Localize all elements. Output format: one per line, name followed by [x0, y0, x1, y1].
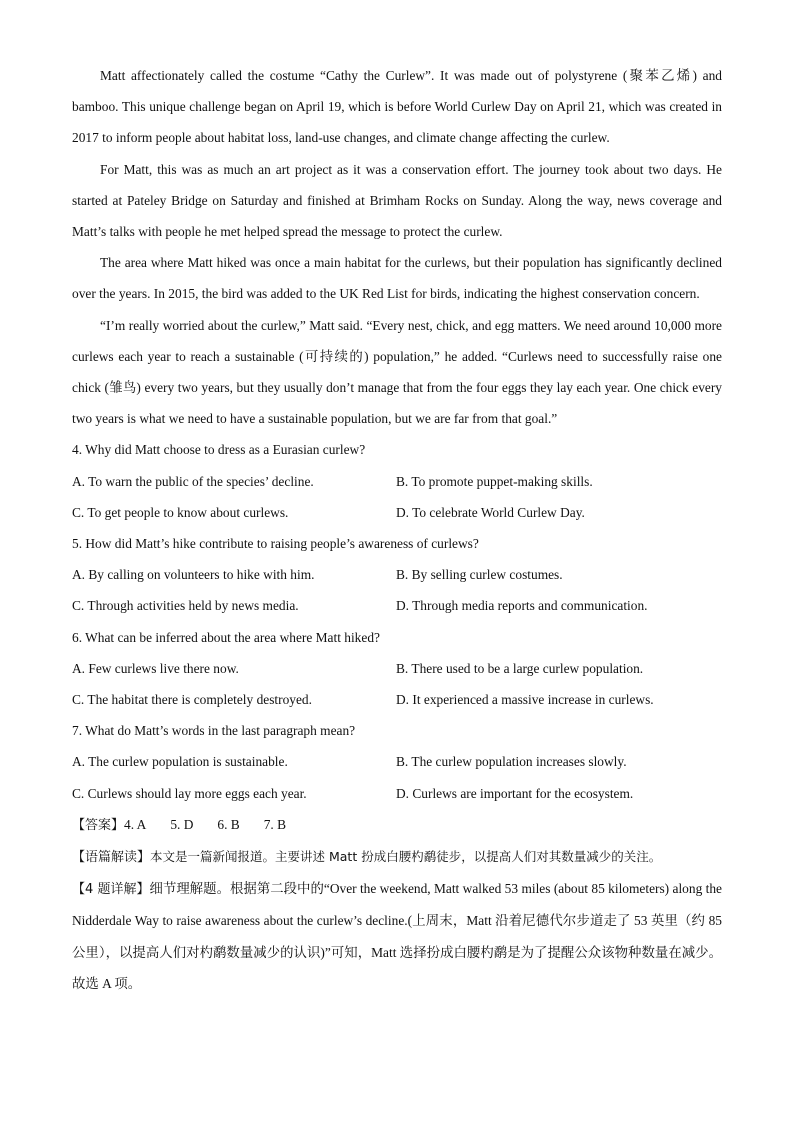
option-row — [72, 746, 722, 777]
option-row — [72, 466, 722, 497]
option-d: D. Curlews are important for the ecosystem. — [396, 785, 634, 801]
interpretation-text: 本文是一篇新闻报道。主要讲述 Matt 扮成白腰杓鹬徒步，以提高人们对其数量减少的关注。 — [150, 849, 662, 865]
option-c: C. Curlews should lay more eggs each year. — [72, 785, 307, 801]
option-row — [72, 497, 722, 528]
option-c: C. Through activities held by news media. — [72, 598, 299, 614]
option-d: D. To celebrate World Curlew Day. — [396, 504, 585, 520]
explanation-tag: 【4 题详解】 — [72, 882, 150, 898]
option-d: D. Through media reports and communication. — [396, 598, 648, 614]
answer-item: 7. B — [263, 816, 287, 832]
answer-tag: 【答案】 — [72, 817, 125, 833]
passage-paragraph: The area where Matt hiked was once a main habitat for the curlews, but their population has significantly declined over the years. In 2015, the bird was added to the UK Red List for birds, indicating the highest conservation concern. — [72, 255, 722, 302]
question-stem: 5. How did Matt’s hike contribute to raising people’s awareness of curlews? — [72, 536, 479, 552]
option-d: D. It experienced a massive increase in curlews. — [396, 692, 654, 708]
option-c: C. To get people to know about curlews. — [72, 504, 289, 520]
option-c: C. The habitat there is completely destroyed. — [72, 692, 312, 708]
interpretation-line — [72, 841, 722, 873]
passage-paragraph: For Matt, this was as much an art project as it was a conservation effort. The journey took about two days. He started at Pateley Bridge on Saturday and finished at Brimham Rocks on Sunday. Along the way, news coverage and Matt’s talks with people he met helped spread the message to protect the curlew. — [72, 161, 722, 240]
option-b: B. There used to be a large curlew population. — [396, 660, 644, 676]
question-stem: 7. What do Matt’s words in the last paragraph mean? — [72, 723, 356, 739]
option-b: B. By selling curlew costumes. — [396, 567, 563, 583]
question-block — [72, 715, 722, 809]
option-row — [72, 590, 722, 621]
answer-line — [72, 809, 722, 841]
option-a: A. The curlew population is sustainable. — [72, 754, 288, 770]
question-stem: 6. What can be inferred about the area where Matt hiked? — [72, 629, 380, 645]
passage-paragraph: “I’m really worried about the curlew,” Matt said. “Every nest, chick, and egg matters. We need around 10,000 more curlews each year to reach a sustainable (可持续的) population,” he added. “Curlews need to successfully raise one chick (雏鸟) every two years, but they usually don’t manage that from the four eggs they lay each year. One chick every two years is what we need to have a sustainable population, but we are far from that goal.” — [72, 317, 722, 427]
option-b: B. The curlew population increases slowly. — [396, 754, 627, 770]
explanation-text: 细节理解题。根据第二段中的“Over the weekend, Matt walked 53 miles (about 85 kilometers) along the Nidderdale Way to raise awareness about the curlew’s decline.(上周末，Matt 沿着尼德代尔步道走了 53 英里（约 85 公里），以提高人们对杓鹬数量减少的认识)”可知，Matt 选择扮成白腰杓鹬是为了提醒公众该物种数量在减少。故选 A 项。 — [72, 881, 722, 991]
answer-item: 5. D — [170, 816, 194, 832]
explanation-paragraph — [72, 873, 722, 999]
document-page — [72, 60, 722, 999]
interpretation-tag: 【语篇解读】 — [72, 850, 151, 866]
option-a: A. To warn the public of the species’ decline. — [72, 473, 314, 489]
option-b: B. To promote puppet-making skills. — [396, 473, 593, 489]
answer-item: 6. B — [217, 816, 240, 832]
passage-paragraph: Matt affectionately called the costume “Cathy the Curlew”. It was made out of polystyrene (聚苯乙烯) and bamboo. This unique challenge began on April 19, which is before World Curlew Day on April 21, which was created in 2017 to inform people about habitat loss, land-use changes, and climate change affecting the curlew. — [72, 68, 722, 146]
question-block — [72, 434, 722, 528]
option-row — [72, 684, 722, 715]
question-block — [72, 622, 722, 716]
option-row — [72, 559, 722, 590]
option-a: A. By calling on volunteers to hike with him. — [72, 567, 315, 583]
option-row — [72, 778, 722, 809]
option-row — [72, 653, 722, 684]
question-stem: 4. Why did Matt choose to dress as a Eurasian curlew? — [72, 442, 366, 458]
answer-item: 4. A — [124, 816, 147, 832]
question-block — [72, 528, 722, 622]
option-a: A. Few curlews live there now. — [72, 660, 239, 676]
